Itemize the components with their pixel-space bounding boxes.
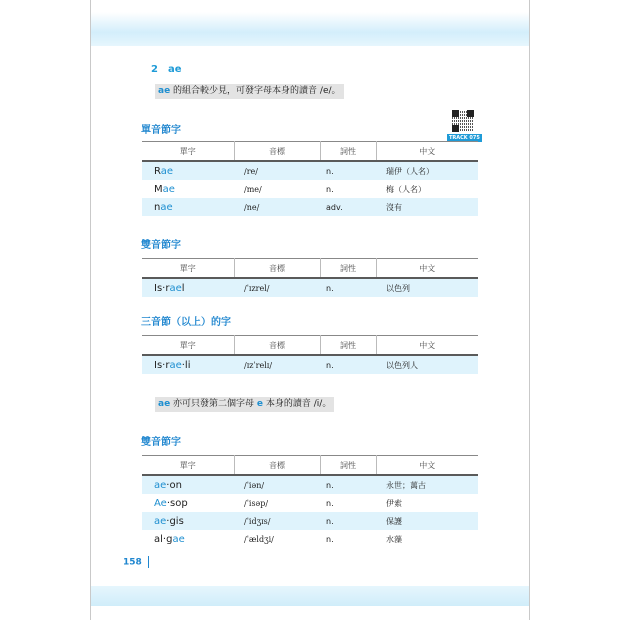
note-2-suffix: 本身的讀音 /i/。 [263,399,332,409]
header-phonetic: 音標 [234,259,320,279]
word-cell: ae·on [154,479,182,491]
chinese-cell: 永世；萬古 [386,480,426,490]
header-pos: 詞性 [320,336,376,356]
header-phonetic: 音標 [234,336,320,356]
phonetic-cell: /me/ [244,184,262,194]
table-2-title: 雙音節字 [141,240,181,251]
pos-cell: n. [326,534,334,544]
word-cell: ae·gis [154,515,184,527]
phonetic-cell: /ˈidʒɪs/ [244,516,271,526]
table-1-title: 單音節字 [141,125,181,136]
chinese-cell: 沒有 [386,202,402,212]
book-page [90,0,530,620]
table-row [142,494,478,512]
word-cell: al·gae [154,533,185,545]
header-pos: 詞性 [320,456,376,476]
qr-code-icon[interactable] [452,110,474,132]
table-header [142,456,478,476]
phonetic-cell: /ˈɪzrel/ [244,283,270,293]
pos-cell: adv. [326,202,343,212]
header-chinese: 中文 [376,142,478,162]
chinese-cell: 保護 [386,516,402,526]
pos-cell: n. [326,283,334,293]
phonetic-cell: /ˈiən/ [244,480,265,490]
header-chinese: 中文 [376,336,478,356]
table-header [142,336,478,356]
table-3 [142,335,478,374]
header-pos: 詞性 [320,259,376,279]
page-top-band [91,12,529,46]
table-row [142,530,478,548]
header-phonetic: 音標 [234,142,320,162]
table-row [142,198,478,216]
header-phonetic: 音標 [234,456,320,476]
phonetic-cell: /ne/ [244,202,260,212]
word-cell: Ae·sop [154,497,188,509]
chinese-cell: 以色列 [386,283,410,293]
phonetic-cell: /re/ [244,166,258,176]
word-cell: Mae [154,183,175,195]
header-word: 單字 [179,263,196,273]
pos-cell: n. [326,498,334,508]
track-label: TRACK 075 [449,135,480,141]
table-row [142,512,478,530]
table-1 [142,141,478,216]
page-number: 158 [123,556,149,568]
phonetic-cell: /ˈældʒi/ [244,534,274,544]
chinese-cell: 伊索 [386,498,402,508]
pos-cell: n. [326,184,334,194]
note-1 [155,84,344,99]
chinese-cell: 以色列人 [386,360,418,370]
section-name: ae [167,64,182,75]
table-row [142,180,478,198]
note-2 [155,397,334,412]
word-cell: Is·rae·li [154,359,191,371]
table-row [142,355,478,374]
note-2-mid: e [256,399,264,409]
pos-cell: n. [326,480,334,490]
chinese-cell: 梅（人名） [386,184,426,194]
header-word: 單字 [179,460,196,470]
table-2 [142,258,478,297]
pos-cell: n. [326,166,334,176]
phonetic-cell: /ˈisəp/ [244,498,269,508]
section-heading [151,64,192,75]
header-word: 單字 [179,340,196,350]
table-header [142,142,478,162]
table-row [142,161,478,180]
table-row [142,278,478,297]
word-cell: Rae [154,165,174,177]
phonetic-cell: /ɪzˈrelɪ/ [244,360,273,370]
pos-cell: n. [326,516,334,526]
note-1-text: 的組合較少見，可發字母本身的讀音 /e/。 [170,86,341,96]
table-4-title: 雙音節字 [141,437,181,448]
section-number: 2 [151,64,158,75]
table-header [142,259,478,279]
chinese-cell: 瑞伊（人名） [386,166,434,176]
table-4 [142,455,478,548]
header-word: 單字 [179,146,196,156]
page-bottom-band [91,586,529,606]
note-2-prefix: ae [158,399,171,409]
pos-cell: n. [326,360,334,370]
note-1-prefix: ae [158,86,171,96]
header-pos: 詞性 [320,142,376,162]
word-cell: Is·rael [154,282,185,294]
header-chinese: 中文 [376,259,478,279]
chinese-cell: 水藻 [386,534,402,544]
header-chinese: 中文 [376,456,478,476]
note-2-text: 亦可只發第二個字母 [170,399,257,409]
table-row [142,475,478,494]
word-cell: nae [154,201,173,213]
table-3-title: 三音節（以上）的字 [141,317,231,328]
